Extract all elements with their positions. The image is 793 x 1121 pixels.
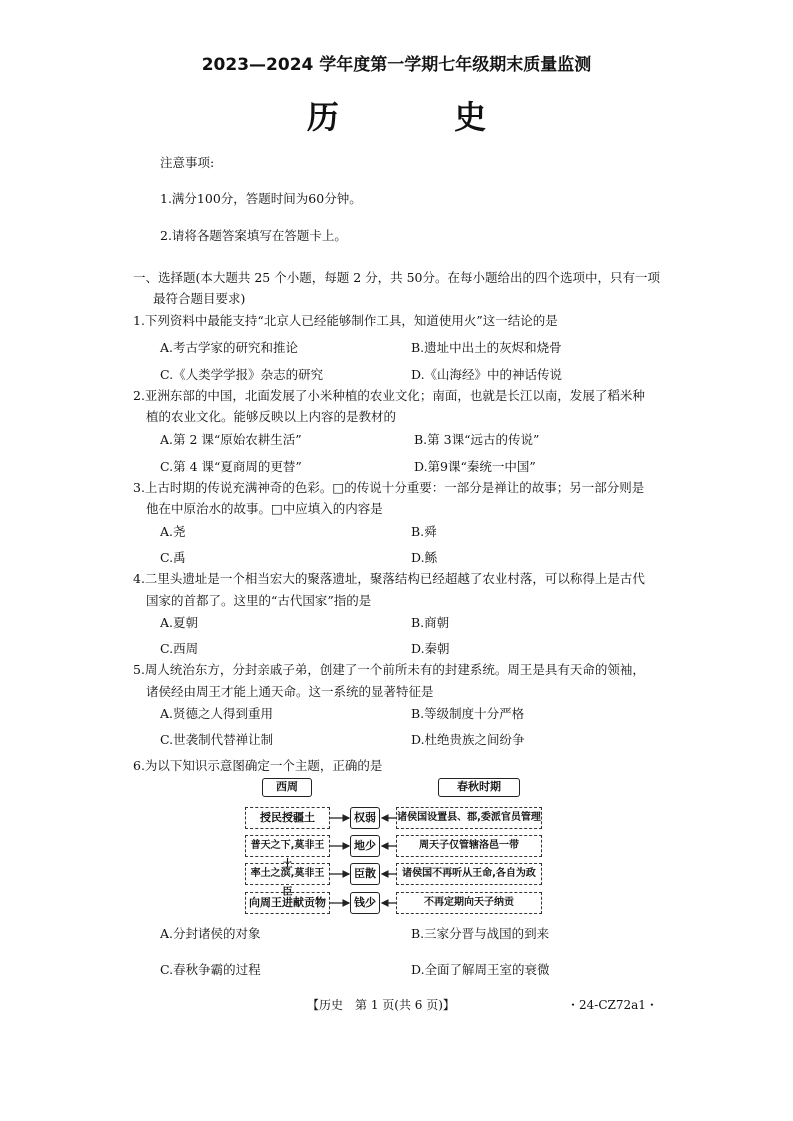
diagram-left-item: 普天之下,莫非王土 [245,835,330,857]
diagram-right-item: 诸侯国不再听从王命,各自为政 [396,863,542,885]
option-b: B.等级制度十分严格 [411,706,525,721]
option-c: C.禹 [160,550,186,565]
option-a: A.分封诸侯的对象 [160,926,261,941]
option-a: A.尧 [160,524,186,539]
option-a: A.夏朝 [160,615,199,630]
option-d: D.全面了解周王室的衰微 [411,962,550,977]
diagram-left-item: 授民授疆土 [245,807,330,829]
question-stem-cont: 国家的首都了。这里的“古代国家”指的是 [146,593,372,608]
diagram-right-item: 周天子仅管辖洛邑一带 [396,835,542,857]
paper-code: ・24-CZ72a1・ [567,998,658,1012]
notice-item: 1.满分100分，答题时间为60分钟。 [160,191,362,206]
diagram-left-item: 向周王进献贡物 [245,892,330,914]
option-d: D.《山海经》中的神话传说 [411,367,563,382]
option-c: C.西周 [160,641,199,656]
question-stem: 3.上古时期的传说充满神奇的色彩。□的传说十分重要：一部分是禅让的故事；另一部分则是 [133,480,645,495]
question-stem: 6.为以下知识示意图确定一个主题，正确的是 [133,758,383,773]
option-b: B.舜 [411,524,437,539]
diagram-middle-item: 臣散 [350,863,380,885]
subject-title: 历 史 [306,98,539,136]
option-b: B.遗址中出土的灰烬和烧骨 [411,340,562,355]
option-d: D.秦朝 [411,641,450,656]
question-stem-cont: 植的农业文化。能够反映以上内容的是教材的 [146,409,397,424]
notice-label: 注意事项: [160,155,215,170]
option-a: A.考古学家的研究和推论 [160,340,299,355]
diagram-left-item: 率土之滨,莫非王臣 [245,863,330,885]
exam-title: 2023—2024 学年度第一学期七年级期末质量监测 [201,55,592,75]
section-heading: 一、选择题(本大题共 25 个小题，每题 2 分，共 50分。在每小题给出的四个选项中，只有一项 [133,270,661,285]
question-stem-cont: 他在中原治水的故事。□中应填入的内容是 [146,501,383,516]
diagram-middle-item: 权弱 [350,807,380,829]
option-c: C.第 4 课“夏商周的更替” [160,459,302,474]
question-stem: 1.下列资料中最能支持“北京人已经能够制作工具，知道使用火”这一结论的是 [133,313,558,328]
question-stem: 2.亚洲东部的中国，北面发展了小米种植的农业文化；南面，也就是长江以南，发展了稻米种 [133,388,645,403]
question-stem: 4.二里头遗址是一个相当宏大的聚落遗址，聚落结构已经超越了农业村落，可以称得上是古代 [133,571,645,586]
option-b: B.三家分晋与战国的到来 [411,926,550,941]
option-d: D.鲧 [411,550,438,565]
diagram-middle-item: 地少 [350,835,380,857]
option-a: A.贤德之人得到重用 [160,706,274,721]
question-stem-cont: 诸侯经由周王才能上通天命。这一系统的显著特征是 [146,684,434,699]
option-b: B.商朝 [411,615,450,630]
notice-item: 2.请将各题答案填写在答题卡上。 [160,228,347,243]
section-heading-cont: 最符合题目要求) [153,291,246,306]
option-c: C.春秋争霸的过程 [160,962,261,977]
diagram-right-item: 不再定期向天子纳贡 [396,892,542,914]
diagram-right-header: 春秋时期 [438,778,520,797]
diagram-left-header: 西周 [262,778,312,797]
page-footer: 【历史 第 1 页(共 6 页)】 [307,998,455,1012]
option-d: D.杜绝贵族之间纷争 [411,732,525,747]
option-d: D.第9课“秦统一中国” [414,459,536,474]
question-stem: 5.周人统治东方，分封亲戚子弟，创建了一个前所未有的封建系统。周王是具有天命的领袖， [133,662,645,677]
option-a: A.第 2 课“原始农耕生活” [160,432,302,447]
option-c: C.世袭制代替禅让制 [160,732,274,747]
option-b: B.第 3课“远古的传说” [414,432,540,447]
diagram-middle-item: 钱少 [350,892,380,914]
diagram-right-item: 诸侯国设置县、郡,委派官员管理 [396,807,542,829]
option-c: C.《人类学学报》杂志的研究 [160,367,324,382]
